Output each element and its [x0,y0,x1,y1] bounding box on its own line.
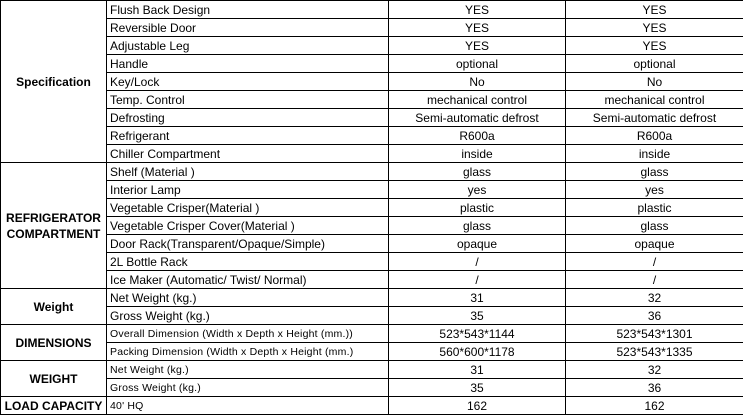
value-model-a: R600a [389,127,566,145]
group-dimensions: DIMENSIONS [1,325,107,361]
feature-label: Temp. Control [107,91,389,109]
value-model-b: / [566,271,743,289]
value-model-a: YES [389,37,566,55]
feature-label: 40' HQ [107,397,389,415]
value-model-a: 560*600*1178 [389,343,566,361]
feature-label: Defrosting [107,109,389,127]
value-model-a: / [389,271,566,289]
value-model-a: YES [389,19,566,37]
value-model-b: yes [566,181,743,199]
value-model-b: mechanical control [566,91,743,109]
value-model-b: YES [566,37,743,55]
value-model-b: glass [566,217,743,235]
value-model-a: / [389,253,566,271]
value-model-b: 36 [566,379,743,397]
table-row [1,109,743,127]
value-model-a: glass [389,217,566,235]
value-model-a: yes [389,181,566,199]
value-model-b: inside [566,145,743,163]
value-model-a: inside [389,145,566,163]
value-model-a: optional [389,55,566,73]
value-model-a: 31 [389,361,566,379]
feature-label: Vegetable Crisper(Material ) [107,199,389,217]
feature-label: Overall Dimension (Width x Depth x Height (mm.)) [107,325,389,343]
feature-label: Ice Maker (Automatic/ Twist/ Normal) [107,271,389,289]
value-model-b: 523*543*1335 [566,343,743,361]
feature-label: Reversible Door [107,19,389,37]
value-model-b: No [566,73,743,91]
value-model-a: opaque [389,235,566,253]
value-model-a: glass [389,163,566,181]
value-model-a: No [389,73,566,91]
value-model-a: mechanical control [389,91,566,109]
group-weight: Weight [1,289,107,325]
value-model-b: optional [566,55,743,73]
feature-label: Door Rack(Transparent/Opaque/Simple) [107,235,389,253]
table-row [1,19,743,37]
value-model-b: plastic [566,199,743,217]
table-row [1,325,743,343]
value-model-b: 36 [566,307,743,325]
feature-label: Net Weight (kg.) [107,289,389,307]
table-row [1,289,743,307]
value-model-a: 31 [389,289,566,307]
table-row [1,361,743,379]
table-row [1,343,743,361]
value-model-b: Semi-automatic defrost [566,109,743,127]
feature-label: Vegetable Crisper Cover(Material ) [107,217,389,235]
feature-label: Interior Lamp [107,181,389,199]
feature-label: Packing Dimension (Width x Depth x Height (mm.) [107,343,389,361]
group-refrigerator-compartment: REFRIGERATOR COMPARTMENT [1,163,107,289]
value-model-a: 162 [389,397,566,415]
group-weight-2: WEIGHT [1,361,107,397]
feature-label: Shelf (Material ) [107,163,389,181]
value-model-a: 523*543*1144 [389,325,566,343]
table-row [1,397,743,415]
table-row [1,1,743,19]
value-model-a: plastic [389,199,566,217]
table-row [1,217,743,235]
table-row [1,55,743,73]
value-model-b: 523*543*1301 [566,325,743,343]
group-specification: Specification [1,1,107,163]
value-model-b: R600a [566,127,743,145]
feature-label: 2L Bottle Rack [107,253,389,271]
table-row [1,163,743,181]
feature-label: Flush Back Design [107,1,389,19]
table-row [1,253,743,271]
feature-label: Refrigerant [107,127,389,145]
feature-label: Handle [107,55,389,73]
table-row [1,145,743,163]
feature-label: Gross Weight (kg.) [107,307,389,325]
value-model-a: YES [389,1,566,19]
value-model-a: 35 [389,379,566,397]
table-row [1,199,743,217]
table-row [1,181,743,199]
table-row [1,235,743,253]
table-row [1,91,743,109]
feature-label: Key/Lock [107,73,389,91]
feature-label: Adjustable Leg [107,37,389,55]
value-model-b: opaque [566,235,743,253]
feature-label: Gross Weight (kg.) [107,379,389,397]
value-model-a: 35 [389,307,566,325]
table-row [1,379,743,397]
feature-label: Net Weight (kg.) [107,361,389,379]
value-model-b: 32 [566,361,743,379]
value-model-b: YES [566,1,743,19]
table-row [1,127,743,145]
table-row [1,37,743,55]
value-model-b: 32 [566,289,743,307]
table-row [1,73,743,91]
value-model-b: glass [566,163,743,181]
group-load-capacity: LOAD CAPACITY [1,397,107,415]
value-model-a: Semi-automatic defrost [389,109,566,127]
feature-label: Chiller Compartment [107,145,389,163]
value-model-b: YES [566,19,743,37]
value-model-b: 162 [566,397,743,415]
value-model-b: / [566,253,743,271]
table-row [1,307,743,325]
table-row [1,271,743,289]
